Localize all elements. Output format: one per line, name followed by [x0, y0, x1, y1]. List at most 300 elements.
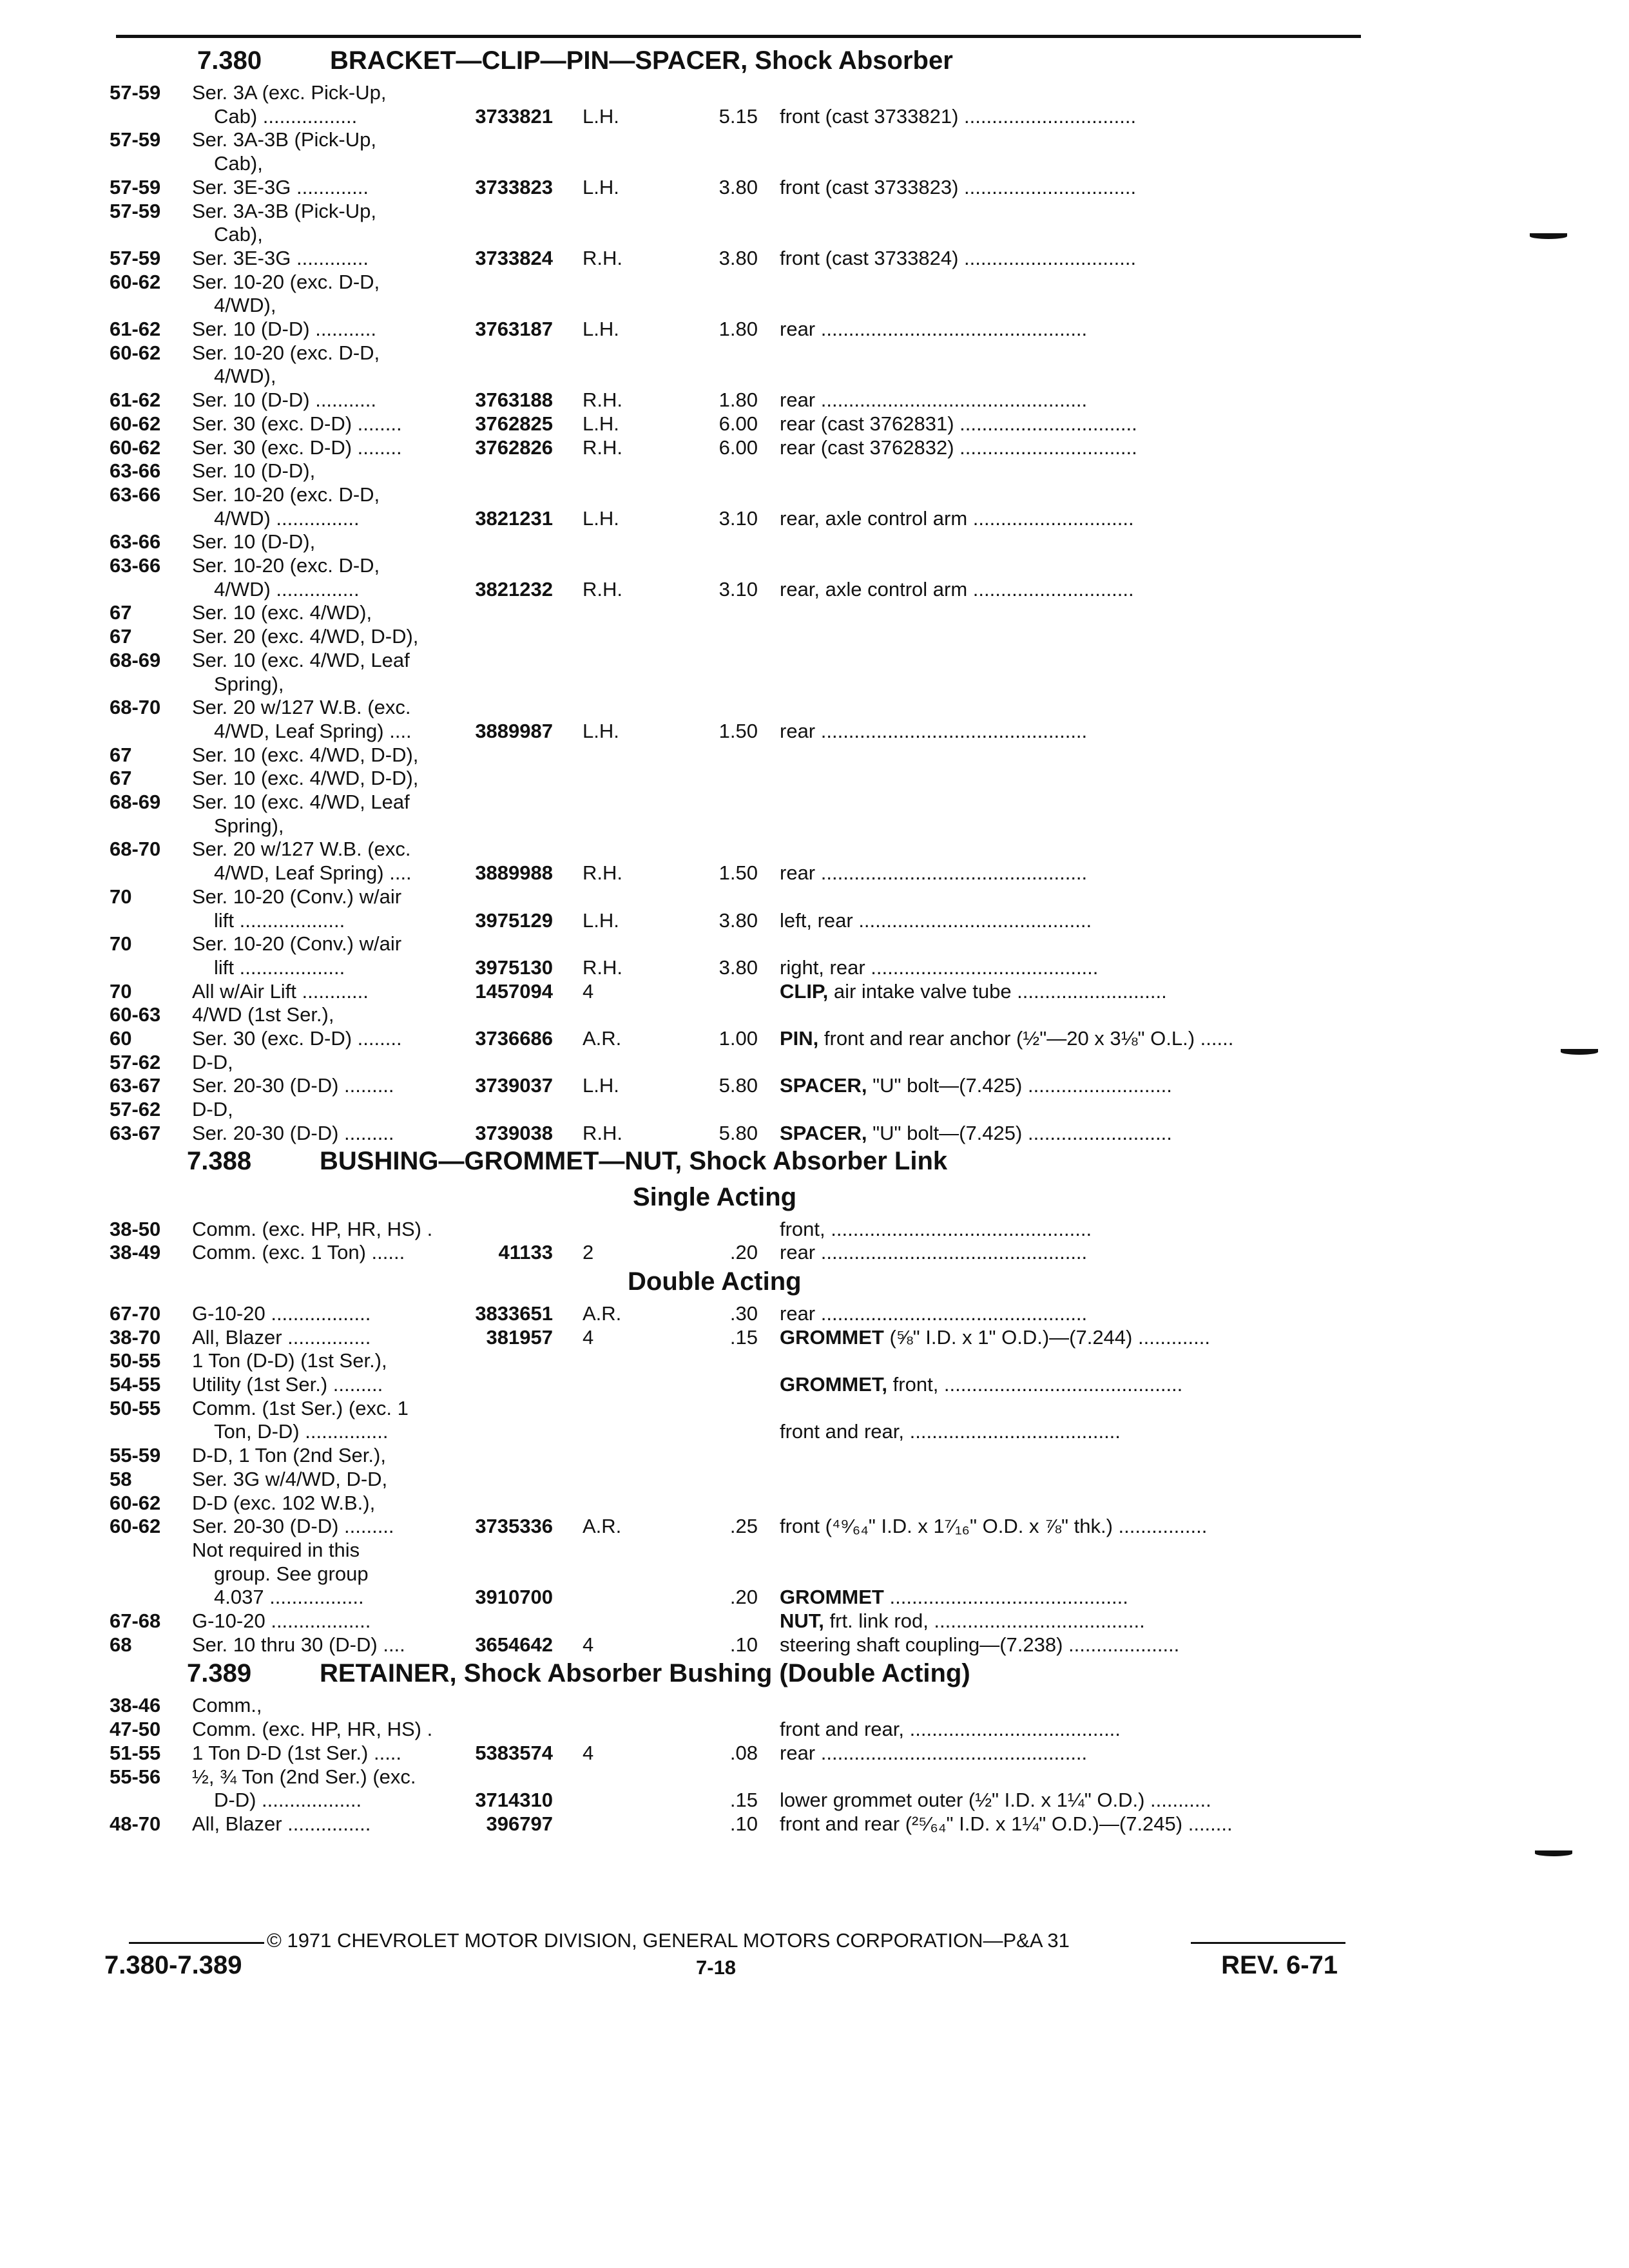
description-text: air intake valve tube ........................... [828, 979, 1167, 1003]
description-text: ........................................... [883, 1586, 1128, 1609]
table-row [0, 1515, 1629, 1538]
table-row [0, 720, 1629, 743]
model-year: 55-56 [110, 1765, 161, 1788]
table-row [0, 838, 1629, 861]
application: Cab) ................. [214, 104, 358, 128]
list-price: 5.15 [718, 104, 758, 128]
description [780, 861, 1347, 885]
list-price: 3.10 [718, 577, 758, 601]
application: Ser. 20-30 (D-D) ......... [192, 1074, 394, 1097]
model-year: 57-59 [110, 246, 161, 269]
application: Cab), [214, 223, 263, 246]
table-row [0, 247, 1629, 270]
application: Ser. 20 w/127 W.B. (exc. [192, 696, 411, 719]
model-year: 48-70 [110, 1812, 161, 1835]
application: Ser. 3A-3B (Pick-Up, [192, 199, 376, 222]
application: 4/WD, Leaf Spring) .... [214, 719, 412, 742]
model-year: 51-55 [110, 1741, 161, 1764]
model-year: 70 [110, 885, 132, 908]
model-year: 50-55 [110, 1349, 161, 1372]
part-number: 3735336 [475, 1515, 553, 1538]
description [780, 956, 1347, 979]
list-price: .20 [729, 1241, 758, 1264]
description-keyword: PIN, [780, 1027, 819, 1050]
table-row [0, 389, 1629, 412]
description [780, 105, 1347, 128]
table-row [0, 1765, 1629, 1789]
application: Ser. 20 (exc. 4/WD, D-D), [192, 625, 419, 648]
description-keyword: NUT, [780, 1610, 824, 1632]
application: 4/WD, Leaf Spring) .... [214, 861, 412, 885]
application: Ser. 3A (exc. Pick-Up, [192, 81, 387, 104]
application: D-D (exc. 102 W.B.), [192, 1491, 376, 1514]
table-row [0, 885, 1629, 908]
part-number: 41133 [498, 1241, 553, 1264]
section-number: 7.380 [197, 46, 262, 75]
application: Comm. (1st Ser.) (exc. 1 [192, 1396, 409, 1419]
description-text: rear ................................................ [780, 861, 1088, 885]
description [780, 578, 1347, 601]
revision: REV. 6-71 [1221, 1951, 1338, 1979]
model-year: 63-66 [110, 530, 161, 553]
model-year: 54-55 [110, 1373, 161, 1396]
description-text: front and rear, ...................................... [780, 1420, 1121, 1443]
description [780, 1122, 1347, 1145]
application: 1 Ton (D-D) (1st Ser.), [192, 1349, 387, 1372]
application: Spring), [214, 672, 284, 695]
table-row [0, 1326, 1629, 1349]
table-row [0, 673, 1629, 696]
application: Ser. 30 (exc. D-D) ........ [192, 1027, 402, 1050]
description-text: front, ........................................... [887, 1373, 1183, 1396]
application: Ser. 3A-3B (Pick-Up, [192, 128, 376, 151]
description-text: front and rear (²⁵⁄₆₄" I.D. x 1¼" O.D.)—(7.245) ........ [780, 1812, 1233, 1835]
table-row [0, 1539, 1629, 1562]
description [780, 1610, 1347, 1633]
application: D-D, [192, 1098, 233, 1121]
description-text: front (cast 3733821) ............................... [780, 104, 1137, 128]
model-year: 67 [110, 767, 132, 790]
table-row [0, 318, 1629, 341]
table-row [0, 625, 1629, 648]
model-year: 63-66 [110, 459, 161, 483]
description [780, 176, 1347, 199]
description-keyword: GROMMET [780, 1325, 884, 1349]
model-year: 68-69 [110, 791, 161, 813]
list-price: 6.00 [718, 436, 758, 459]
table-row [0, 152, 1629, 175]
description-text: "U" bolt—(7.425) .......................... [867, 1121, 1172, 1144]
description-text: "U" bolt—(7.425) .......................... [867, 1074, 1172, 1097]
model-year: 67-70 [110, 1302, 161, 1325]
quantity: A.R. [583, 1027, 622, 1050]
description-text: front, ............................................... [780, 1217, 1092, 1240]
model-year: 70 [110, 979, 132, 1003]
table-row [0, 1397, 1629, 1420]
model-year: 57-59 [110, 81, 161, 104]
model-year: 50-55 [110, 1396, 161, 1419]
description [780, 1218, 1347, 1241]
part-number: 3763187 [475, 318, 553, 340]
description [780, 436, 1347, 459]
table-row [0, 294, 1629, 317]
description [780, 1027, 1347, 1050]
model-year: 57-62 [110, 1098, 161, 1121]
model-year: 63-66 [110, 554, 161, 577]
application: Comm. (exc. HP, HR, HS) . [192, 1718, 433, 1741]
application: group. See group [214, 1562, 369, 1585]
part-number: 3975129 [475, 908, 553, 932]
model-year: 63-67 [110, 1074, 161, 1097]
part-number: 3763188 [475, 389, 553, 412]
quantity: L.H. [583, 104, 619, 128]
quantity: L.H. [583, 506, 619, 530]
application: 4/WD (1st Ser.), [192, 1003, 334, 1026]
part-number: 3910700 [475, 1586, 553, 1609]
application: All, Blazer ............... [192, 1812, 371, 1835]
application: lift ................... [214, 956, 345, 979]
application: lift ................... [214, 908, 345, 932]
model-year: 61-62 [110, 318, 161, 340]
list-price: .10 [729, 1633, 758, 1656]
description-text: rear, axle control arm ............................. [780, 506, 1134, 530]
application: Ser. 10 (D-D), [192, 459, 316, 483]
table-row [0, 1420, 1629, 1443]
model-year: 68-70 [110, 696, 161, 719]
application: Ton, D-D) ............... [214, 1420, 389, 1443]
model-year: 57-59 [110, 199, 161, 222]
table-row [0, 1051, 1629, 1074]
table-row [0, 791, 1629, 814]
table-row [0, 128, 1629, 151]
description-text: front (cast 3733824) ............................... [780, 246, 1137, 269]
description-keyword: SPACER, [780, 1121, 867, 1144]
description [780, 909, 1347, 932]
table-row [0, 341, 1629, 365]
application: G-10-20 .................. [192, 1302, 371, 1325]
part-number: 1457094 [475, 979, 553, 1003]
description [780, 1515, 1347, 1538]
description-text: front and rear, ...................................... [780, 1718, 1121, 1741]
application: 4/WD) ............... [214, 577, 360, 601]
application: All, Blazer ............... [192, 1325, 371, 1349]
application: Ser. 30 (exc. D-D) ........ [192, 436, 402, 459]
description-text: front (cast 3733823) ............................... [780, 175, 1137, 198]
application: Utility (1st Ser.) ......... [192, 1373, 383, 1396]
description [780, 507, 1347, 530]
model-year: 58 [110, 1467, 132, 1490]
application: Comm. (exc. 1 Ton) ...... [192, 1241, 405, 1264]
page-range: 7.380-7.389 [104, 1951, 242, 1979]
model-year: 57-62 [110, 1050, 161, 1073]
table-row [0, 1349, 1629, 1372]
section-title: BUSHING—GROMMET—NUT, Shock Absorber Link [320, 1146, 948, 1175]
list-price: 3.80 [718, 956, 758, 979]
table-row [0, 483, 1629, 506]
quantity: 2 [583, 1241, 594, 1264]
list-price: .10 [729, 1812, 758, 1835]
table-row [0, 649, 1629, 672]
description [780, 1326, 1347, 1349]
application: Ser. 20 w/127 W.B. (exc. [192, 838, 411, 861]
table-row [0, 1718, 1629, 1741]
part-number: 3733824 [475, 246, 553, 269]
quantity: 4 [583, 1741, 594, 1764]
description [780, 318, 1347, 341]
model-year: 68-70 [110, 838, 161, 861]
application: Ser. 10-20 (Conv.) w/air [192, 885, 402, 908]
description [780, 980, 1347, 1003]
application: Ser. 3E-3G ............. [192, 175, 369, 198]
model-year: 60-62 [110, 1515, 161, 1538]
footer-rule-left [129, 1942, 264, 1944]
list-price: 1.50 [718, 861, 758, 885]
quantity: L.H. [583, 412, 619, 435]
part-number: 3714310 [475, 1789, 553, 1812]
description [780, 1302, 1347, 1325]
description-text: (⅝" I.D. x 1" O.D.)—(7.244) ............. [883, 1325, 1210, 1349]
model-year: 63-66 [110, 483, 161, 506]
table-row [0, 578, 1629, 601]
description [780, 247, 1347, 270]
quantity: L.H. [583, 719, 619, 742]
table-row [0, 1373, 1629, 1396]
table-row [0, 1302, 1629, 1325]
description [780, 1074, 1347, 1097]
application: ½, ¾ Ton (2nd Ser.) (exc. [192, 1765, 416, 1788]
description-text: steering shaft coupling—(7.238) .................... [780, 1633, 1180, 1656]
table-row [0, 1468, 1629, 1491]
table-row [0, 530, 1629, 553]
list-price: .08 [729, 1741, 758, 1764]
table-row [0, 601, 1629, 624]
table-row [0, 436, 1629, 459]
quantity: R.H. [583, 389, 622, 412]
model-year: 60-62 [110, 270, 161, 293]
list-price: 1.80 [718, 318, 758, 340]
copyright-notice: © 1971 CHEVROLET MOTOR DIVISION, GENERAL MOTORS CORPORATION—P&A 31 [267, 1929, 1070, 1952]
subheading-single-acting: Single Acting [633, 1182, 797, 1211]
description [780, 1420, 1347, 1443]
application: Ser. 20-30 (D-D) ......... [192, 1121, 394, 1144]
application: Ser. 10-20 (exc. D-D, [192, 554, 380, 577]
binder-mark [1535, 1850, 1572, 1856]
part-number: 3739037 [475, 1074, 553, 1097]
list-price: 1.00 [718, 1027, 758, 1050]
table-row [0, 271, 1629, 294]
part-number: 3889987 [475, 719, 553, 742]
section-number: 7.389 [187, 1659, 252, 1688]
description-keyword: GROMMET [780, 1586, 884, 1609]
table-row [0, 956, 1629, 979]
table-row [0, 909, 1629, 932]
table-row [0, 81, 1629, 104]
table-row [0, 696, 1629, 719]
table-row [0, 1027, 1629, 1050]
application: Comm., [192, 1694, 262, 1717]
table-row [0, 1074, 1629, 1097]
table-row [0, 814, 1629, 838]
footer-rule-right [1191, 1942, 1345, 1944]
application: Ser. 10 (D-D), [192, 530, 316, 553]
part-number: 381957 [486, 1325, 553, 1349]
model-year: 38-70 [110, 1325, 161, 1349]
table-row [0, 1003, 1629, 1026]
table-row [0, 200, 1629, 223]
application: Ser. 10-20 (exc. D-D, [192, 341, 380, 364]
table-row [0, 459, 1629, 483]
application: Ser. 10 (exc. 4/WD, Leaf [192, 648, 410, 671]
description [780, 1742, 1347, 1765]
model-year: 60-62 [110, 436, 161, 459]
table-row [0, 1633, 1629, 1657]
application: Ser. 10 (exc. 4/WD), [192, 601, 372, 624]
application: Ser. 10-20 (exc. D-D, [192, 270, 380, 293]
application: Not required in this [192, 1538, 360, 1561]
part-number: 3975130 [475, 956, 553, 979]
section-title: RETAINER, Shock Absorber Bushing (Double Acting) [320, 1659, 970, 1688]
list-price: 6.00 [718, 412, 758, 435]
model-year: 68-69 [110, 648, 161, 671]
table-row [0, 1122, 1629, 1145]
application: 4/WD) ............... [214, 506, 360, 530]
top-rule [116, 35, 1361, 38]
model-year: 63-67 [110, 1121, 161, 1144]
table-row [0, 1610, 1629, 1633]
model-year: 70 [110, 932, 132, 956]
description-text: left, rear .......................................... [780, 908, 1092, 932]
table-row [0, 1241, 1629, 1264]
table-row [0, 1742, 1629, 1765]
subheading-double-acting: Double Acting [628, 1267, 802, 1296]
table-row [0, 365, 1629, 388]
application: Comm. (exc. HP, HR, HS) . [192, 1217, 433, 1240]
quantity: R.H. [583, 577, 622, 601]
model-year: 60-63 [110, 1003, 161, 1026]
quantity: L.H. [583, 318, 619, 340]
list-price: 3.80 [718, 246, 758, 269]
application: Ser. 10 thru 30 (D-D) .... [192, 1633, 405, 1656]
application: 1 Ton D-D (1st Ser.) ..... [192, 1741, 402, 1764]
part-number: 396797 [486, 1812, 553, 1835]
table-row [0, 507, 1629, 530]
quantity: R.H. [583, 246, 622, 269]
table-row [0, 105, 1629, 128]
description-text: front (⁴⁹⁄₆₄" I.D. x 1⁷⁄₁₆" O.D. x ⅞" thk.) ................ [780, 1515, 1208, 1538]
quantity: A.R. [583, 1515, 622, 1538]
application: Spring), [214, 814, 284, 837]
section-title: BRACKET—CLIP—PIN—SPACER, Shock Absorber [330, 46, 953, 75]
model-year: 55-59 [110, 1444, 161, 1467]
model-year: 60-62 [110, 412, 161, 435]
application: All w/Air Lift ............ [192, 979, 369, 1003]
table-row [0, 223, 1629, 246]
table-row [0, 980, 1629, 1003]
quantity: 4 [583, 1325, 594, 1349]
model-year: 60-62 [110, 1491, 161, 1514]
table-row [0, 412, 1629, 436]
application: 4/WD), [214, 294, 276, 317]
model-year: 67 [110, 601, 132, 624]
description [780, 1718, 1347, 1741]
application: G-10-20 .................. [192, 1610, 371, 1632]
application: D-D) .................. [214, 1789, 362, 1812]
table-row [0, 1218, 1629, 1241]
application: Ser. 10 (exc. 4/WD, D-D), [192, 767, 419, 790]
list-price: .25 [729, 1515, 758, 1538]
quantity: R.H. [583, 956, 622, 979]
table-row [0, 1812, 1629, 1836]
description-text: right, rear ......................................... [780, 956, 1099, 979]
application: Ser. 10 (D-D) ........... [192, 318, 376, 340]
application: 4.037 ................. [214, 1586, 364, 1609]
part-number: 3654642 [475, 1633, 553, 1656]
part-number: 3821232 [475, 577, 553, 601]
description-text: rear ................................................ [780, 1302, 1088, 1325]
application: Ser. 10 (exc. 4/WD, Leaf [192, 791, 410, 813]
quantity: A.R. [583, 1302, 622, 1325]
table-row [0, 1586, 1629, 1609]
description [780, 1241, 1347, 1264]
part-number: 3762826 [475, 436, 553, 459]
description-text: front and rear anchor (½"—20 x 3⅛" O.L.) ...... [818, 1027, 1234, 1050]
part-number: 3736686 [475, 1027, 553, 1050]
model-year: 67-68 [110, 1610, 161, 1632]
model-year: 38-50 [110, 1217, 161, 1240]
model-year: 60-62 [110, 341, 161, 364]
description-text: rear ................................................ [780, 1241, 1088, 1264]
application: Ser. 10 (exc. 4/WD, D-D), [192, 743, 419, 766]
description-text: rear (cast 3762832) ................................ [780, 436, 1137, 459]
list-price: .20 [729, 1586, 758, 1609]
model-year: 38-49 [110, 1241, 161, 1264]
quantity: L.H. [583, 908, 619, 932]
page-number: 7-18 [696, 1956, 737, 1979]
table-row [0, 1098, 1629, 1121]
model-year: 47-50 [110, 1718, 161, 1741]
part-number: 3889988 [475, 861, 553, 885]
description-keyword: SPACER, [780, 1074, 867, 1097]
part-number: 3762825 [475, 412, 553, 435]
description-keyword: GROMMET, [780, 1373, 888, 1396]
description [780, 389, 1347, 412]
table-row [0, 1694, 1629, 1717]
application: Ser. 10-20 (exc. D-D, [192, 483, 380, 506]
model-year: 67 [110, 743, 132, 766]
description-text: rear ................................................ [780, 389, 1088, 412]
application: Ser. 10 (D-D) ........... [192, 389, 376, 412]
description-text: rear ................................................ [780, 719, 1088, 742]
table-row [0, 554, 1629, 577]
quantity: 4 [583, 979, 594, 1003]
table-row [0, 861, 1629, 885]
model-year: 57-59 [110, 175, 161, 198]
table-row [0, 1492, 1629, 1515]
description [780, 720, 1347, 743]
model-year: 57-59 [110, 128, 161, 151]
model-year: 68 [110, 1633, 132, 1656]
list-price: 5.80 [718, 1074, 758, 1097]
description-text: rear ................................................ [780, 318, 1088, 340]
list-price: .15 [729, 1325, 758, 1349]
description [780, 1789, 1347, 1812]
model-year: 67 [110, 625, 132, 648]
model-year: 61-62 [110, 389, 161, 412]
binder-mark [1530, 233, 1567, 239]
table-row [0, 176, 1629, 199]
description [780, 1812, 1347, 1836]
quantity: L.H. [583, 175, 619, 198]
